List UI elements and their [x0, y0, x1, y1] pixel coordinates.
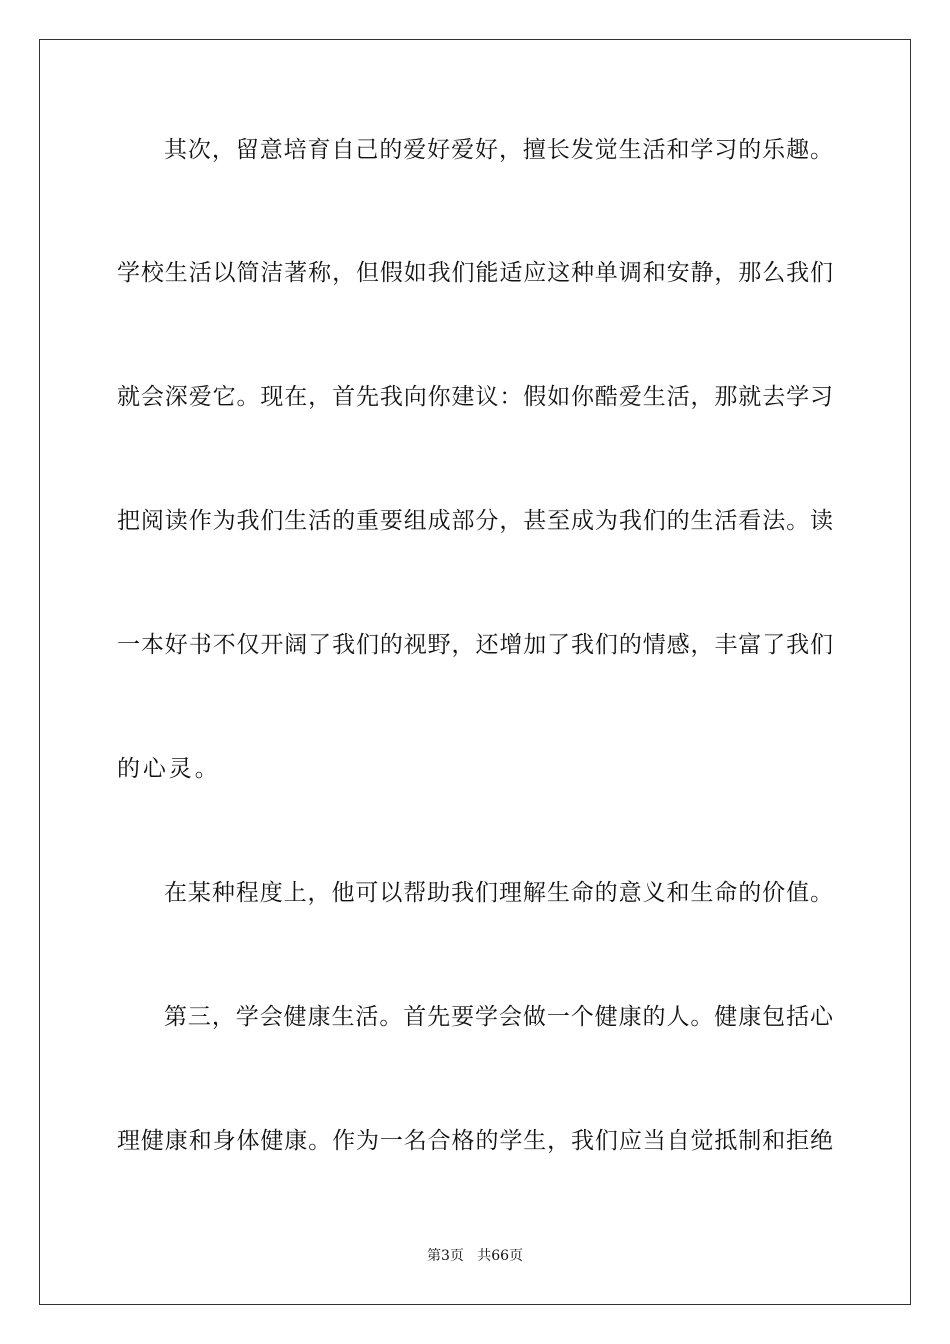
text-line-4: 把阅读作为我们生活的重要组成部分，甚至成为我们的生活看法。读	[117, 508, 833, 534]
text-line-1: 其次，留意培育自己的爱好爱好，擅长发觉生活和学习的乐趣。	[164, 137, 833, 163]
text-line-6: 的心灵。	[117, 756, 221, 782]
text-line-3: 就会深爱它。现在，首先我向你建议：假如你酷爱生活，那就去学习	[117, 384, 833, 410]
text-line-2: 学校生活以简洁著称，但假如我们能适应这种单调和安静，那么我们	[117, 260, 833, 286]
text-line-7: 在某种程度上，他可以帮助我们理解生命的意义和生命的价值。	[164, 880, 833, 906]
text-line-5: 一本好书不仅开阔了我们的视野，还增加了我们的情感，丰富了我们	[117, 632, 833, 658]
text-line-9: 理健康和身体健康。作为一名合格的学生，我们应当自觉抵制和拒绝	[117, 1128, 833, 1154]
page-border	[39, 39, 911, 1305]
text-line-8: 第三，学会健康生活。首先要学会做一个健康的人。健康包括心	[164, 1004, 833, 1030]
page-number-footer: 第3页 共66页	[426, 1248, 524, 1264]
